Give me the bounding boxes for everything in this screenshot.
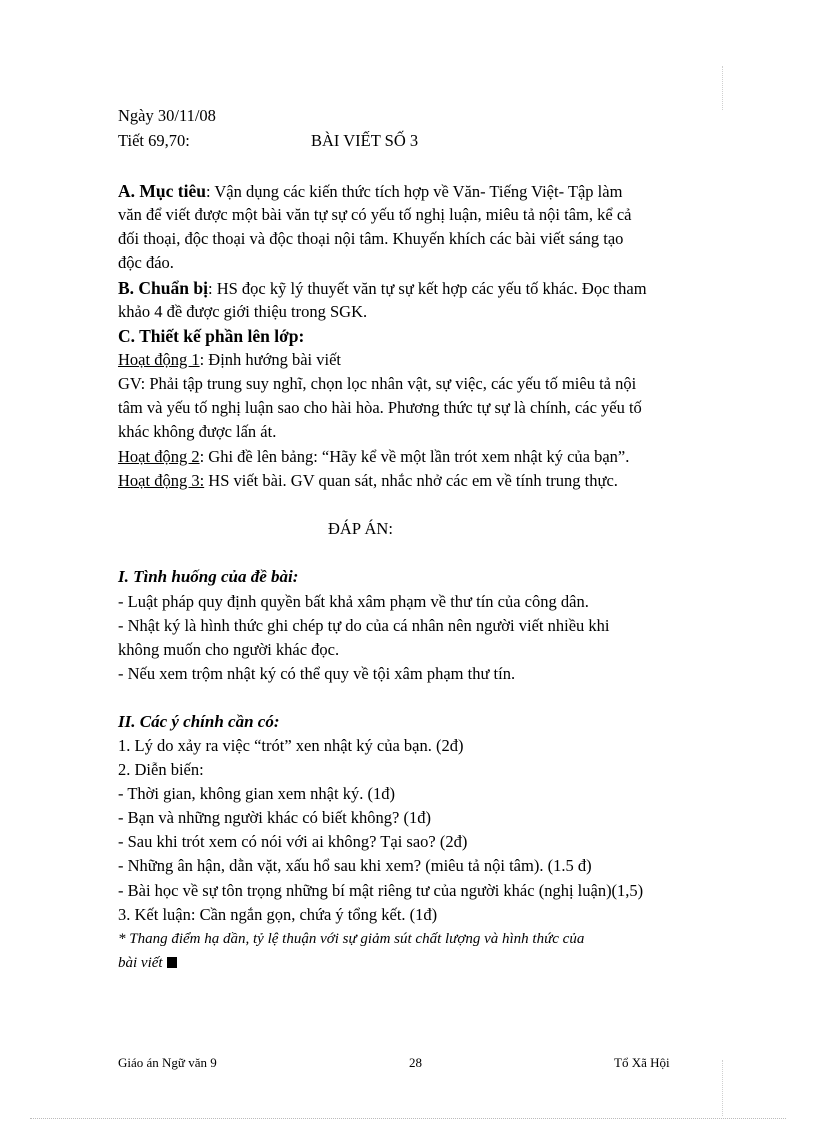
activity-2-label: Hoạt động 2 [118,447,200,466]
lesson-number: Tiết 69,70: [118,131,190,150]
footer-page-number: 28 [409,1055,422,1070]
part-1-item: - Luật pháp quy định quyền bất khả xâm phạm về thư tín của công dân. [118,592,589,611]
gv-line-3: khác không được lấn át. [118,422,277,441]
part-2-item: - Bạn và những người khác có biết không? (1đ) [118,808,431,827]
section-a-text: : Vận dụng các kiến thức tích hợp về Văn- Tiếng Việt- Tập làm [205,182,623,201]
date-line: Ngày 30/11/08 [118,106,216,125]
section-a-line-3: đối thoại, độc thoại và độc thoại nội tâm. Khuyến khích các bài viết sáng tạo [118,229,624,248]
section-a-line-4: độc đáo. [118,253,174,272]
section-a-label: A. Mục tiêu [118,181,206,201]
part-2-item: 3. Kết luận: Cần ngắn gọn, chứa ý tổng kết. (1đ) [118,905,438,924]
section-b-text: : HS đọc kỹ lý thuyết văn tự sự kết hợp các yếu tố khác. Đọc tham [207,279,647,298]
activity-2-line [118,446,629,468]
grading-note-line-1: * Thang điểm hạ dần, tỷ lệ thuận với sự giảm sút chất lượng và hình thức của [118,931,585,947]
part-1-heading: I. Tình huống của đề bài: [118,567,299,586]
footer-right: Tổ Xã Hội [614,1055,670,1070]
part-2-item: 1. Lý do xảy ra việc “trót” xen nhật ký của bạn. (2đ) [118,736,464,755]
part-1-item: - Nhật ký là hình thức ghi chép tự do của cá nhân nên người viết nhiều khi [118,616,610,635]
part-1-item: không muốn cho người khác đọc. [118,640,340,659]
part-2-item: - Sau khi trót xem có nói với ai không? Tại sao? (2đ) [118,832,468,851]
activity-3-text: HS viết bài. GV quan sát, nhắc nhở các em về tính trung thực. [204,471,618,490]
part-2-item: - Bài học về sự tôn trọng những bí mật riêng tư của người khác (nghị luận)(1,5) [118,881,644,900]
crop-mark [722,1060,723,1116]
part-2-item: 2. Diễn biến: [118,760,204,779]
activity-2-text: : Ghi đề lên bảng: “Hãy kể về một lần trót xem nhật ký của bạn”. [199,447,630,466]
section-c-heading: C. Thiết kế phần lên lớp: [118,326,305,346]
lesson-line [118,130,190,152]
activity-3-label: Hoạt động 3: [118,471,205,490]
section-a-line-1 [118,180,622,203]
activity-1-text: : Định hướng bài viết [199,350,341,369]
page-title: BÀI VIẾT SỐ 3 [311,131,419,150]
section-b-line-1 [118,277,647,300]
grading-note-text: bài viết [118,955,163,971]
footer-left: Giáo án Ngữ văn 9 [118,1055,217,1070]
part-2-item: - Những ân hận, dằn vặt, xấu hổ sau khi xem? (miêu tả nội tâm). (1.5 đ) [118,856,592,875]
end-mark-icon [167,957,177,968]
crop-mark [722,66,723,110]
gv-line-2: tâm và yếu tố nghị luận sao cho hài hòa. Phương thức tự sự là chính, các yếu tố [118,398,642,417]
section-b-label: B. Chuẩn bị [118,278,208,298]
grading-note-line-2 [118,952,177,974]
page-bottom-rule [30,1118,786,1119]
gv-line-1: GV: Phải tập trung suy nghĩ, chọn lọc nhân vật, sự việc, các yếu tố miêu tả nội [118,374,637,393]
answer-title: ĐÁP ÁN: [328,519,393,538]
part-1-item: - Nếu xem trộm nhật ký có thể quy về tội xâm phạm thư tín. [118,664,516,683]
part-2-heading: II. Các ý chính cần có: [118,712,280,731]
activity-3-line [118,470,618,492]
activity-1-line [118,349,341,371]
section-b-line-2: khảo 4 đề được giới thiệu trong SGK. [118,302,368,321]
section-a-line-2: văn để viết được một bài văn tự sự có yếu tố nghị luận, miêu tả nội tâm, kể cả [118,205,632,224]
activity-1-label: Hoạt động 1 [118,350,200,369]
part-2-item: - Thời gian, không gian xem nhật ký. (1đ) [118,784,395,803]
